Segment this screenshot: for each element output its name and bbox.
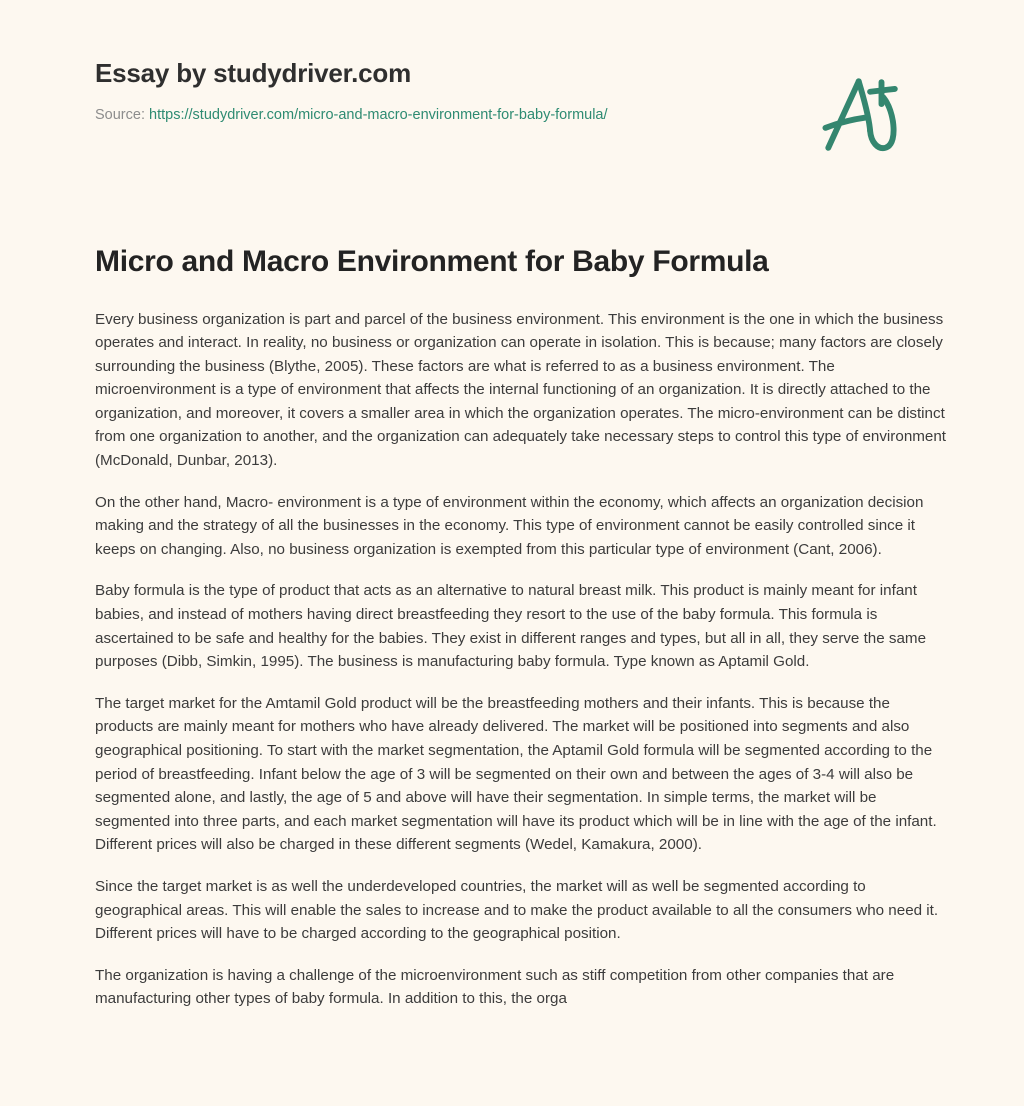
header-text-block bbox=[95, 58, 795, 125]
article-paragraph: Every business organization is part and parcel of the business environment. This environment is the one in which the business operates and interact. In reality, no business or organization can operate in isolation. This is because; many factors are closely surrounding the business (Blythe, 2005). These factors are what is referred to as a business environment. The microenvironment is a type of environment that affects the internal functioning of an organization. It is directly attached to the organization, and moreover, it covers a smaller area in which the organization operates. The micro-environment can be distinct from one organization to another, and the organization can adequately take necessary steps to control this type of environment (McDonald, Dunbar, 2013). bbox=[95, 310, 947, 470]
source-label: Source: bbox=[95, 107, 145, 124]
article-paragraph: On the other hand, Macro- environment is a type of environment within the economy, which affects an organization decision making and the strategy of all the businesses in the economy. This type of environment cannot be easily controlled since it keeps on changing. Also, no business organization is exempted from this particular type of environment (Cant, 2006). bbox=[95, 493, 924, 558]
a-plus-logo-svg bbox=[815, 68, 910, 163]
page-header bbox=[0, 0, 1024, 200]
article-paragraph: The organization is having a challenge of the microenvironment such as stiff competition from other companies that are manufacturing other types of baby formula. In addition to this, the orga bbox=[95, 966, 895, 1008]
article bbox=[95, 243, 947, 1011]
source-line bbox=[95, 106, 795, 125]
studydriver-a-plus-logo-icon[interactable] bbox=[815, 68, 910, 163]
source-url-link[interactable]: https://studydriver.com/micro-and-macro-environment-for-baby-formula/ bbox=[149, 107, 608, 124]
essay-attribution: Essay by studydriver.com bbox=[95, 58, 412, 88]
article-paragraph: The target market for the Amtamil Gold product will be the breastfeeding mothers and their infants. This is because the products are mainly meant for mothers who have already delivered. The market will be positioned into segments and also geographical positioning. To start with the market segmentation, the Aptamil Gold formula will be segmented according to the period of breastfeeding. Infant below the age of 3 will be segmented on their own and between the ages of 3-4 will also be segmented alone, and lastly, the age of 5 and above will have their segmentation. In simple terms, the market will be segmented into three parts, and each market segmentation will have its product which will be in line with the age of the infant. Different prices will also be charged in these different segments (Wedel, Kamakura, 2000). bbox=[95, 694, 937, 854]
article-paragraph: Since the target market is as well the underdeveloped countries, the market will as well be segmented according to geographical areas. This will enable the sales to increase and to make the product available to all the consumers who need it. Different prices will have to be charged according to the geographical position. bbox=[95, 877, 939, 943]
article-body bbox=[95, 308, 947, 1011]
article-paragraph: Baby formula is the type of product that acts as an alternative to natural breast milk. This product is mainly meant for infant babies, and instead of mothers having direct breastfeeding they resort to the use of the baby formula. This formula is ascertained to be safe and healthy for the babies. They exist in different ranges and types, but all in all, they serve the same purposes (Dibb, Simkin, 1995). The business is manufacturing baby formula. Type known as Aptamil Gold. bbox=[95, 582, 927, 671]
page-title: Micro and Macro Environment for Baby Formula bbox=[95, 245, 769, 278]
